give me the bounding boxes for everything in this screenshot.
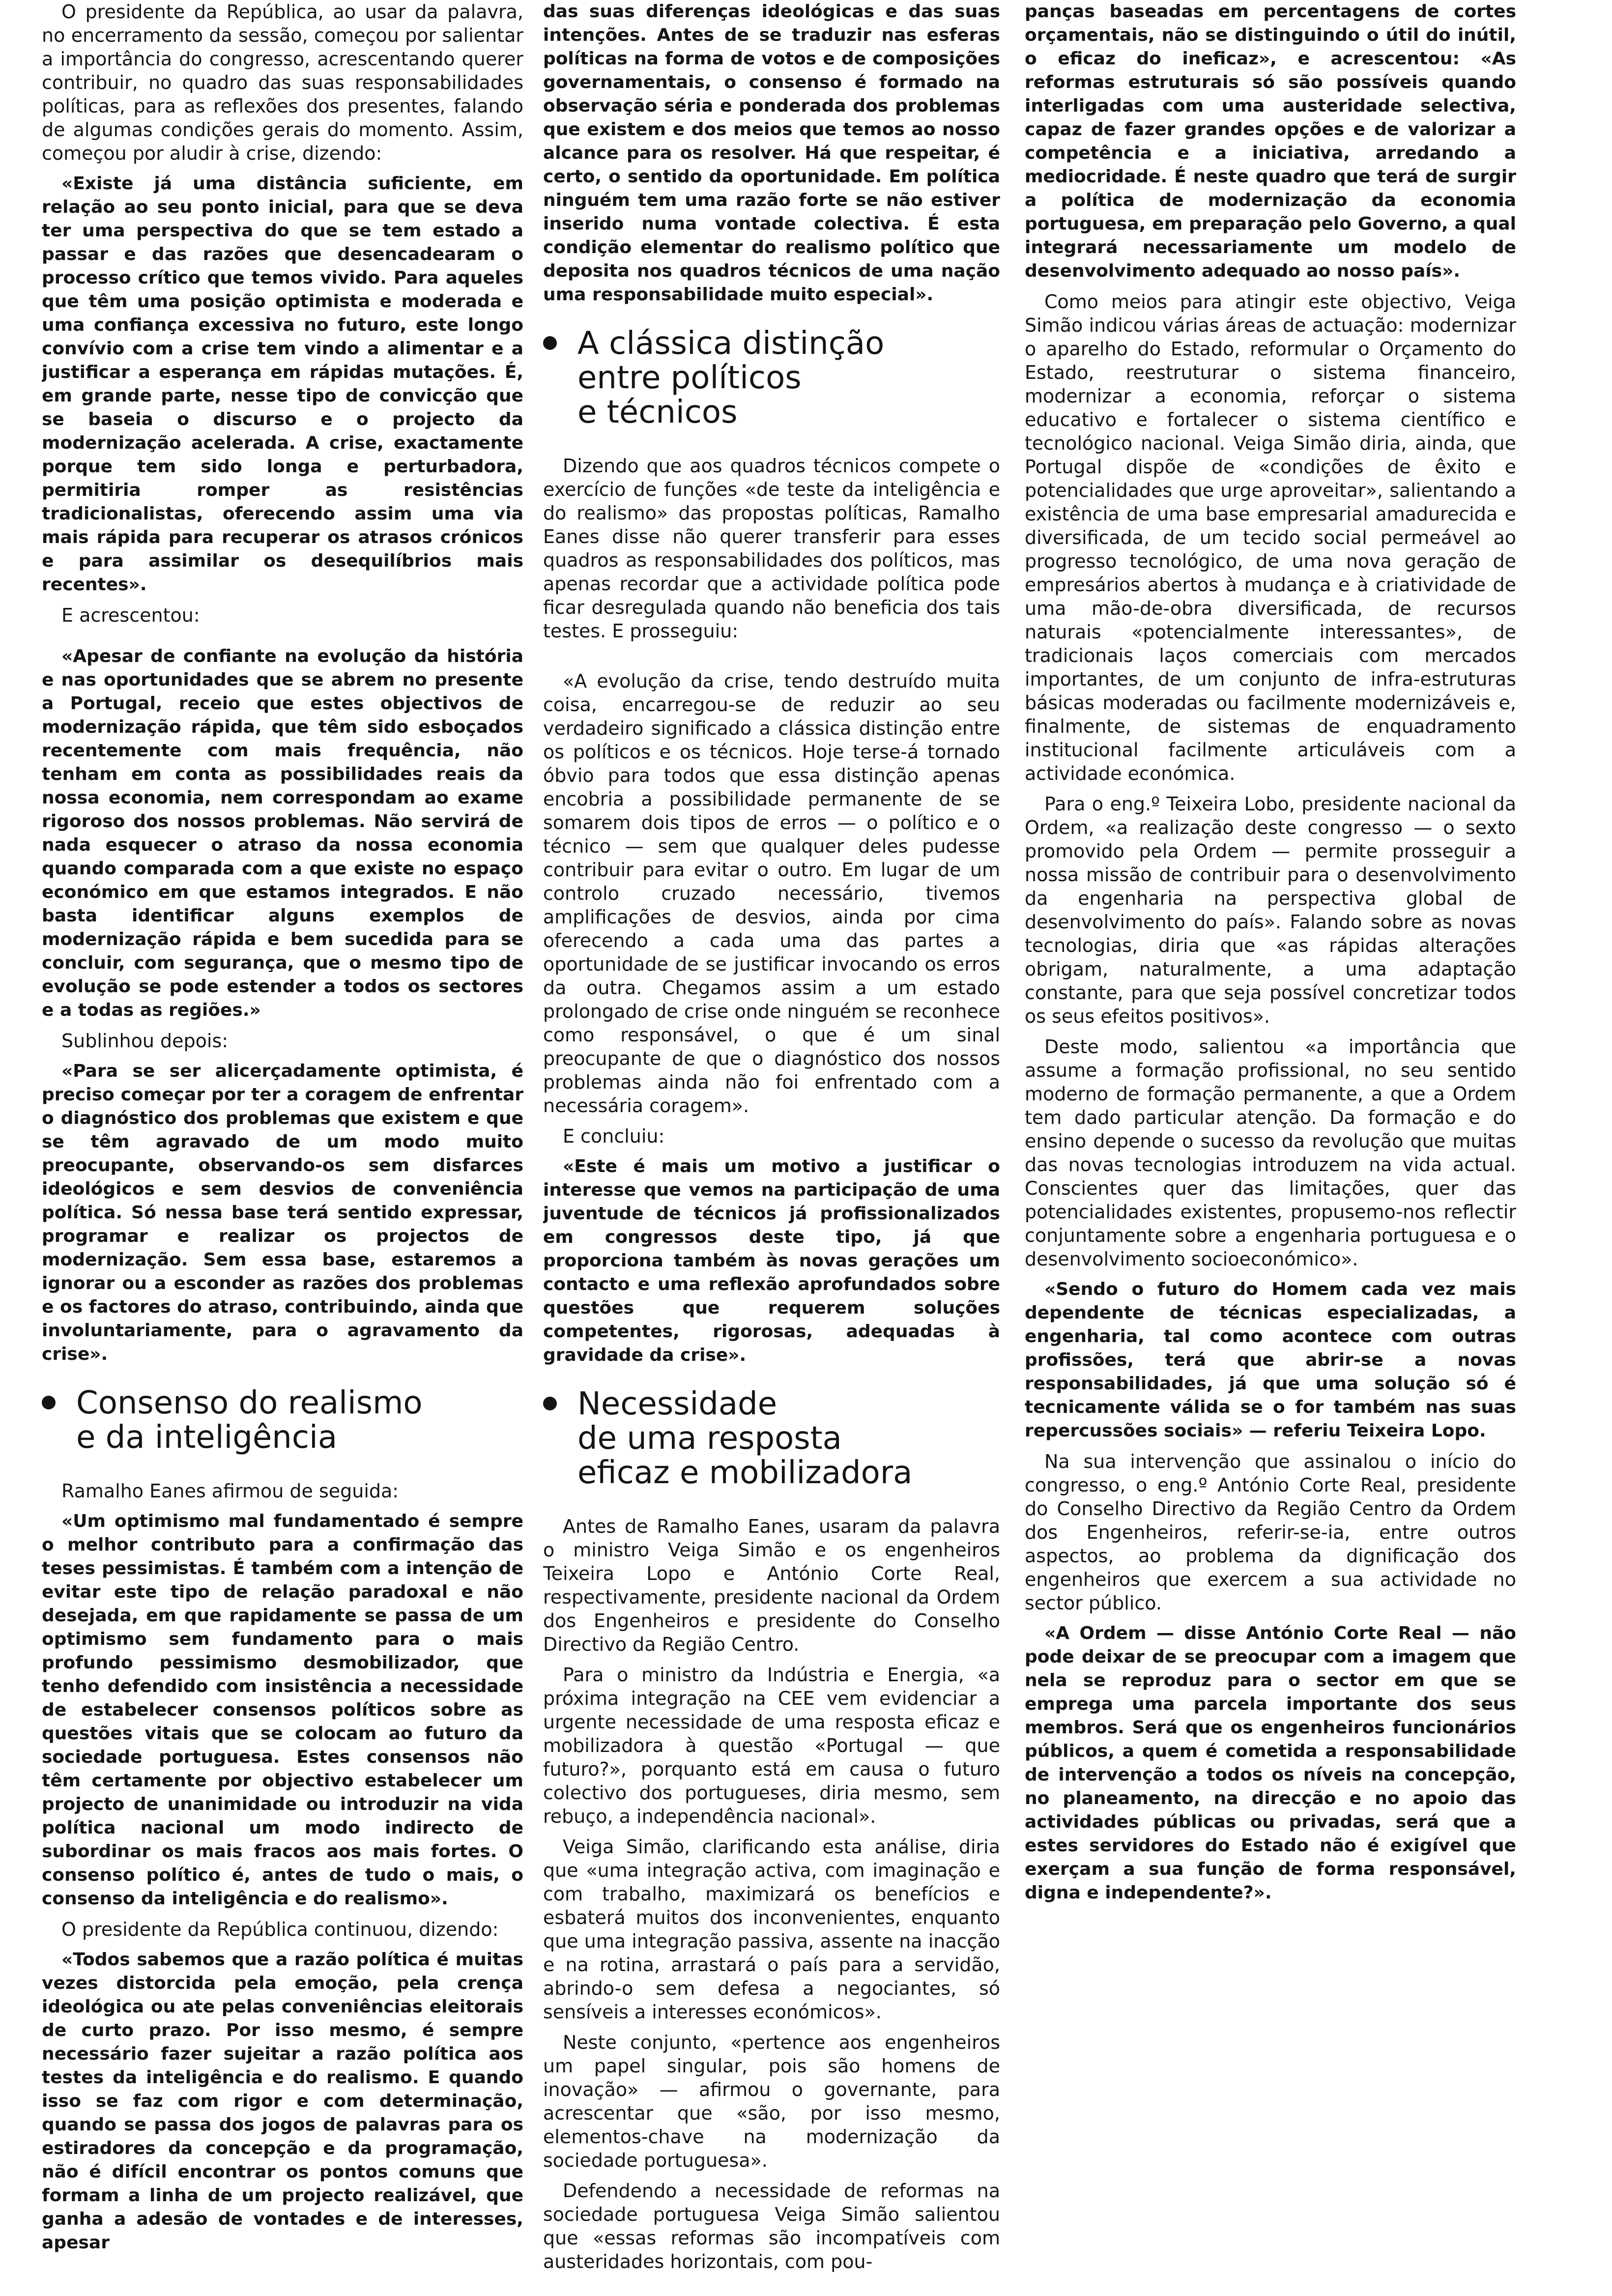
heading-line: eficaz e mobilizadora	[577, 1455, 913, 1491]
paragraph: Defendendo a necessidade de reformas na sociedade portuguesa Veiga Simão salientou que «essas reformas são incompatíveis com austeridades horizontais, com pou-	[543, 2180, 1000, 2272]
column-2	[543, 0, 1000, 2290]
heading-line: e técnicos	[577, 394, 738, 430]
bullet-icon	[42, 1396, 56, 1409]
quote-paragraph: «Sendo o futuro do Homem cada vez mais dependente de técnicas especializadas, a engenharia, tal como acontece com outras profissões, terá que abrir-se a novas responsabilidades, já que uma solução só é tecnicamente válida se o for também nas suas repercussões sociais» — referiu Teixeira Lopo.	[1025, 1279, 1516, 1441]
quote-paragraph: «Existe já uma distância suficiente, em relação ao seu ponto inicial, para que se deva ter uma perspectiva do que se tem estado a passar e das razões que desencadearam o processo crítico que temos vivido. Para aqueles que têm uma posição optimista e moderada e uma confiança excessiva no futuro, este longo convívio com a crise tem vindo a alimentar e a justificar a esperança em rápidas mutações. É, em grande parte, nesse tipo de convicção que se baseia o discurso e o projecto da modernização acelerada. A crise, exactamente porque tem sido longa e perturbadora, permitiria romper as resistências tradicionalistas, oferecendo assim uma via mais rápida para recuperar os atrasos crónicos e para assimilar os desequilíbrios mais recentes».	[42, 173, 523, 595]
paragraph: O presidente da República, ao usar da palavra, no encerramento da sessão, começou por salientar a importância do congresso, acrescentando querer contribuir, no quadro das suas responsabilidades políticas, para as reflexões dos presentes, falando de algumas condições gerais do momento. Assim, começou por aludir à crise, dizendo:	[42, 1, 523, 164]
bullet-icon	[543, 1397, 557, 1410]
quote-paragraph: «Este é mais um motivo a justificar o interesse que vemos na participação de uma juventude de técnicos já profissionalizados em congressos deste tipo, já que proporciona também às novas gerações um contacto e uma reflexão aprofundados sobre questões que requerem soluções competentes, rigorosas, adequadas à gravidade da crise».	[543, 1156, 1000, 1365]
quote-paragraph: panças baseadas em percentagens de cortes orçamentais, não se distinguindo o útil do inútil, o eficaz do ineficaz», e acrescentou: «As reformas estruturais só são possíveis quando interligadas com uma austeridade selectiva, capaz de fazer grandes opções e de valorizar a competência e a iniciativa, arredando a mediocridade. É neste quadro que terá de surgir a política de modernização da economia portuguesa, em preparação pelo Governo, a qual integrará necessariamente um modelo de desenvolvimento adequado ao nosso país».	[1025, 1, 1516, 281]
paragraph: Dizendo que aos quadros técnicos compete o exercício de funções «de teste da inteligência e do realismo» das propostas políticas, Ramalho Eanes disse não querer transferir para esses quadros as responsabilidades dos políticos, mas apenas recordar que a actividade política pode ficar desregulada quando não beneficia dos tais testes. E prosseguiu:	[543, 455, 1000, 642]
heading-line: de uma resposta	[577, 1420, 842, 1457]
section-heading	[543, 1387, 1000, 1490]
section-heading	[543, 326, 1000, 430]
paragraph: Como meios para atingir este objectivo, Veiga Simão indicou várias áreas de actuação: modernizar o aparelho do Estado, reformular o Orçamento do Estado, reestruturar o sistema financeiro, modernizar a economia, reforçar o sistema educativo e fortalecer o sistema científico e tecnológico nacional. Veiga Simão diria, ainda, que Portugal dispõe de «condições de êxito e potencialidades que urge aproveitar», salientando a existência de uma base empresarial amadurecida e diversificada, de um tecido social permeável ao progresso tecnológico, de uma nova geração de empresários abertos à mudança e à criatividade de uma mão-de-obra diversificada, de recursos naturais «potencialmente interessantes», de tradicionais laços comerciais com mercados importantes, de um conjunto de infra-estruturas básicas moderadas ou facilmente modernizáveis e, finalmente, de sistemas de enquadramento institucional facilmente articuláveis com a actividade económica.	[1025, 291, 1516, 784]
paragraph: Deste modo, salientou «a importância que assume a formação profissional, no seu sentido moderno de formação permanente, a que a Ordem tem dado particular atenção. Da formação e do ensino depende o sucesso da revolução que muitas das novas tecnologias introduzem na vida actual. Conscientes quer das limitações, quer das potencialidades existentes, propusemo-nos reflectir conjuntamente sobre a engenharia portuguesa e o desenvolvimento socioeconómico».	[1025, 1036, 1516, 1270]
quote-paragraph: «A evolução da crise, tendo destruído muita coisa, encarregou-se de reduzir ao seu verdadeiro significado a clássica distinção entre os políticos e os técnicos. Hoje terse-á tornado óbvio para todos que essa distinção apenas encobria a possibilidade permanente de se somarem dois tipos de erros — o político e o técnico — sem que qualquer deles pudesse contribuir para evitar o outro. Em lugar de um controlo cruzado necessário, tivemos amplificações de desvios, ainda por cima oferecendo a cada uma das partes a oportunidade de se justificar invocando os erros da outra. Chegamos assim a um estado prolongado de crise onde ninguém se reconhece como responsável, o que é um sinal preocupante de que o diagnóstico dos nossos problemas ainda não foi enfrentado com a necessária coragem».	[543, 670, 1000, 1117]
heading-line: Consenso do realismo	[76, 1385, 423, 1421]
paragraph: Neste conjunto, «pertence aos engenheiros um papel singular, pois são homens de inovação» — afirmou o governante, para acrescentar que «são, por isso mesmo, elementos-chave na modernização da sociedade portuguesa».	[543, 2032, 1000, 2171]
heading-line: A clássica distinção	[577, 325, 885, 362]
column-3	[1025, 0, 1516, 2290]
section-heading	[42, 1386, 523, 1455]
paragraph: Na sua intervenção que assinalou o início do congresso, o eng.º António Corte Real, presidente do Conselho Directivo da Região Centro da Ordem dos Engenheiros, referir-se-ia, entre outros aspectos, ao problema da dignificação dos engenheiros que exercem a sua actividade no sector público.	[1025, 1451, 1516, 1614]
heading-line: entre políticos	[577, 360, 802, 396]
paragraph: E concluiu:	[563, 1125, 665, 1147]
bullet-icon	[543, 336, 557, 350]
paragraph: O presidente da República continuou, dizendo:	[61, 1919, 499, 1940]
paragraph: Para o eng.º Teixeira Lobo, presidente nacional da Ordem, «a realização deste congresso — o sexto promovido pela Ordem — permite prosseguir a nossa missão de contribuir para o desenvolvimento da engenharia na perspectiva global de desenvolvimento do país». Falando sobre as novas tecnologias, diria que «as rápidas alterações obrigam, naturalmente, a uma adaptação constante, para que seja possível concretizar todos os seus efeitos positivos».	[1025, 793, 1516, 1027]
quote-paragraph: das suas diferenças ideológicas e das suas intenções. Antes de se traduzir nas esferas políticas na forma de votos e de composições governamentais, o consenso é formado na observação séria e ponderada dos problemas que existem e dos meios que temos ao nosso alcance para os resolver. Há que respeitar, é certo, o sentido da oportunidade. Em política ninguém tem uma razão forte se não estiver inserido numa vontade colectiva. É esta condição elementar do realismo político que deposita nos quadros técnicos de uma nação uma responsabilidade muito especial».	[543, 1, 1000, 305]
quote-paragraph: «Um optimismo mal fundamentado é sempre o melhor contributo para a confirmação das teses pessimistas. É também com a intenção de evitar este tipo de relação paradoxal e não desejada, em que rapidamente se passa de um optimismo sem fundamento para o mais profundo pessimismo desmobilizador, que tenho defendido com insistência a necessidade de estabelecer consensos políticos sobre as questões vitais que se colocam ao futuro da sociedade portuguesa. Estes consensos não têm certamente por objectivo estabelecer um projecto de unanimidade ou introduzir na vida política nacional um modo indirecto de subordinar os mais fracos aos mais fortes. O consenso político é, antes de tudo o mais, o consenso da inteligência e do realismo».	[42, 1511, 523, 1909]
paragraph: E acrescentou:	[61, 604, 200, 626]
paragraph: Antes de Ramalho Eanes, usaram da palavra o ministro Veiga Simão e os engenheiros Teixeira Lopo e António Corte Real, respectivamente, presidente nacional da Ordem dos Engenheiros e presidente do Conselho Directivo da Região Centro.	[543, 1516, 1000, 1655]
paragraph: Sublinhou depois:	[61, 1030, 229, 1052]
quote-paragraph: «Para se ser alicerçadamente optimista, é preciso começar por ter a coragem de enfrentar o diagnóstico dos problemas que existem e que se têm agravado de um modo muito preocupante, observando-os sem disfarces ideológicos e sem desvios de conveniência política. Só nessa base terá sentido expressar, programar e realizar os projectos de modernização. Sem essa base, estaremos a ignorar ou a esconder as razões dos problemas e os factores do atraso, contribuindo, ainda que involuntariamente, para o agravamento da crise».	[42, 1061, 523, 1364]
quote-paragraph: «Apesar de confiante na evolução da história e nas oportunidades que se abrem no presente a Portugal, receio que estes objectivos de modernização rápida, que têm sido esboçados recentemente com mais frequência, não tenham em conta as possibilidades reais da nossa economia, nem correspondam ao exame rigoroso dos nossos problemas. Não servirá de nada esquecer o atraso da nossa economia quando comparada com a que existe no espaço económico em que estamos integrados. E não basta identificar alguns exemplos de modernização rápida e bem sucedida para se concluir, com segurança, que o mesmo tipo de evolução se pode estender a todos os sectores e a todas as regiões.»	[42, 646, 523, 1020]
paragraph: Veiga Simão, clarificando esta análise, diria que «uma integração activa, com imaginação e com trabalho, maximizará os benefícios e esbaterá muitos dos inconvenientes, enquanto que uma integração passiva, assente na inacção e na rotina, arrastará o país para a servidão, abrindo-o sem defesa a negociantes, só sensíveis a interesses económicos».	[543, 1836, 1000, 2023]
quote-paragraph: «Todos sabemos que a razão política é muitas vezes distorcida pela emoção, pela crença ideológica ou ate pelas conveniências eleitorais de curto prazo. Por isso mesmo, é sempre necessário fazer sujeitar a razão política aos testes da inteligência e do realismo. E quando isso se faz com rigor e com determinação, quando se passa dos jogos de palavras para os estiradores da concepção e da programação, não é difícil encontrar os pontos comuns que formam a linha de um projecto realizável, que ganha a adesão de vontades e de interesses, apesar	[42, 1950, 523, 2253]
heading-line: e da inteligência	[76, 1419, 338, 1456]
quote-paragraph: «A Ordem — disse António Corte Real — não pode deixar de se preocupar com a imagem que nela se reproduz para o sector em que se emprega uma parcela importante dos seus membros. Será que os engenheiros funcionários públicos, a quem é cometida a responsabilidade de intervenção a todos os níveis na concepção, no planeamento, na direcção e no apoio das actividades públicas ou privadas, será que a estes servidores do Estado não é exigível que exerçam a sua função de forma responsável, digna e independente?».	[1025, 1623, 1516, 1903]
paragraph: Para o ministro da Indústria e Energia, «a próxima integração na CEE vem evidenciar a urgente necessidade de uma resposta eficaz e mobilizadora à questão «Portugal — que futuro?», porquanto está em causa o futuro colectivo dos portugueses, diria mesmo, sem rebuço, a independência nacional».	[543, 1664, 1000, 1827]
column-1	[42, 0, 523, 2290]
paragraph: Ramalho Eanes afirmou de seguida:	[61, 1480, 399, 1502]
heading-line: Necessidade	[577, 1386, 777, 1422]
